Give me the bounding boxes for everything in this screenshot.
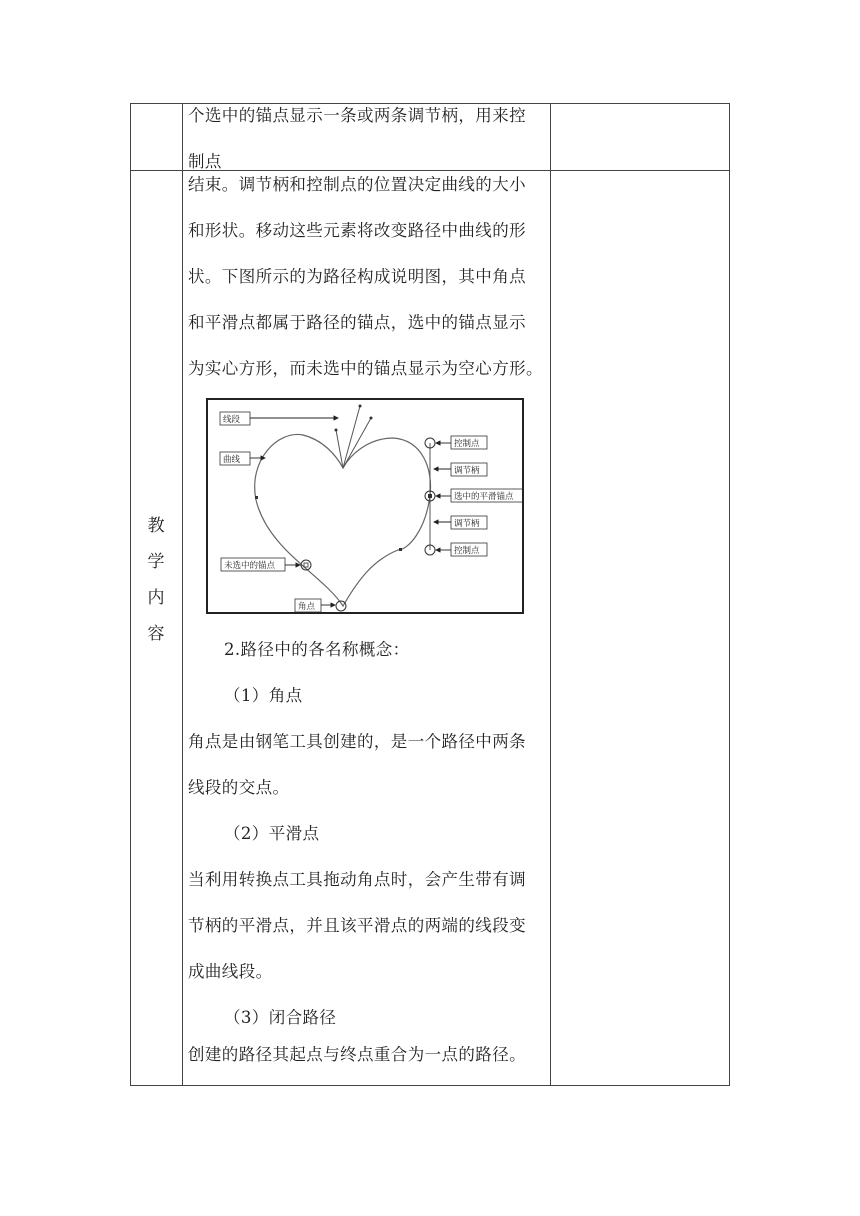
label-corner: 角点 (298, 602, 316, 612)
item-body (188, 857, 548, 995)
text-line: 角点是由钢笔工具创建的，是一个路径中两条 (188, 732, 526, 751)
text-line: 创建的路径其起点与终点重合为一点的路径。 (188, 1045, 526, 1064)
column-divider (550, 104, 551, 170)
label-curve: 曲线 (223, 455, 241, 465)
text-line: 制点 (188, 152, 222, 171)
label-segment: 线段 (223, 415, 241, 425)
item-body (188, 1032, 548, 1078)
intro-paragraph (188, 162, 548, 392)
label-control-point-top: 控制点 (454, 439, 480, 449)
text-line: 结束。调节柄和控制点的位置决定曲线的大小 (188, 175, 526, 194)
label-handle-top: 调节柄 (454, 466, 480, 476)
heart-path (255, 434, 431, 606)
section-title: 2.路径中的各名称概念： (224, 640, 410, 659)
text-line: 状。下图所示的为路径构成说明图，其中角点 (188, 267, 526, 286)
row-header-teaching-content: 教 学 内 容 (147, 516, 165, 644)
path-structure-diagram (206, 398, 524, 614)
diagram-svg (208, 400, 522, 612)
text-line: 和形状。移动这些元素将改变路径中曲线的形 (188, 221, 526, 240)
item-heading: （1）角点 (224, 686, 303, 705)
column-divider (182, 171, 183, 1085)
text-line: 成曲线段。 (188, 962, 273, 981)
text-line: 为实心方形，而未选中的锚点显示为空心方形。 (188, 359, 543, 378)
text-line: 和平滑点都属于路径的锚点，选中的锚点显示 (188, 313, 526, 332)
text-line: 个选中的锚点显示一条或两条调节柄，用来控 (188, 106, 526, 125)
text-line: 当利用转换点工具拖动角点时，会产生带有调 (188, 870, 526, 889)
item-body (188, 719, 548, 811)
text-line: 节柄的平滑点，并且该平滑点的两端的线段变 (188, 916, 526, 935)
item-heading: （2）平滑点 (224, 824, 320, 843)
text-line: 线段的交点。 (188, 778, 290, 797)
label-handle-bottom: 调节柄 (454, 519, 480, 529)
label-unselected-anchor: 未选中的锚点 (224, 561, 276, 571)
label-selected-smooth-anchor: 选中的平滑锚点 (454, 492, 514, 502)
item-heading: （3）闭合路径 (224, 1008, 337, 1027)
label-control-point-bottom: 控制点 (454, 546, 480, 556)
column-divider (182, 104, 183, 170)
